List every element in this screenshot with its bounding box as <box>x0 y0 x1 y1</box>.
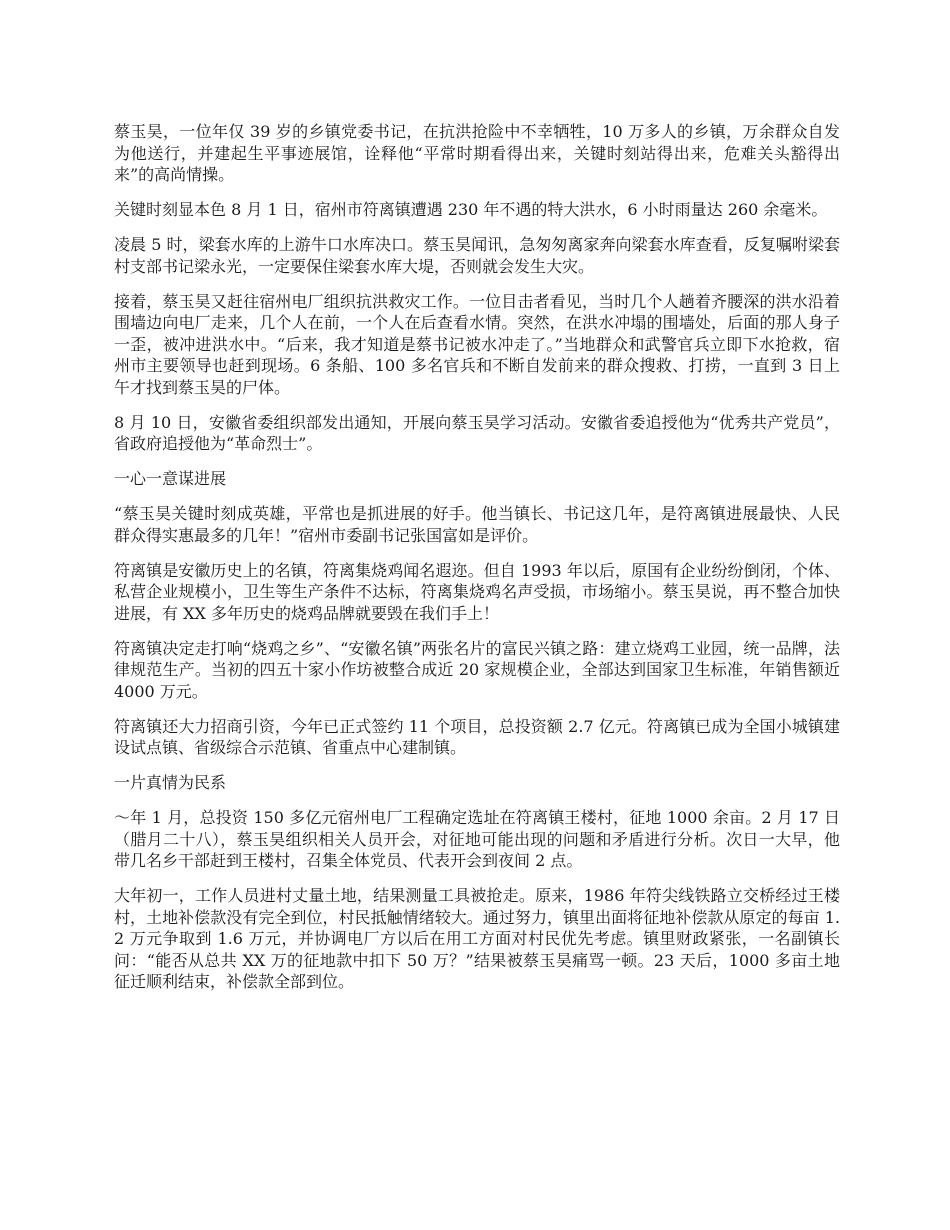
paragraph: 符离镇是安徽历史上的名镇，符离集烧鸡闻名遐迩。但自 1993 年以后，原国有企业纷纷倒闭，个体、私营企业规模小，卫生等生产条件不达标，符离集烧鸡名声受损，市场缩小。蔡玉昊说，再不整合加快进展，有 XX 多年历史的烧鸡品牌就要毁在我们手上！ <box>114 560 840 623</box>
paragraph: 接着，蔡玉昊又赶往宿州电厂组织抗洪救灾工作。一位目击者看见，当时几个人趟着齐腰深的洪水沿着围墙边向电厂走来，几个人在前，一个人在后查看水情。突然，在洪水冲塌的围墙处，后面的那人身子一歪，被冲进洪水中。“后来，我才知道是蔡书记被水冲走了。”当地群众和武警官兵立即下水抢救，宿州市主要领导也赶到现场。6 条船、100 多名官兵和不断自发前来的群众搜救、打捞，一直到 3 日上午才找到蔡玉昊的尸体。 <box>114 291 840 397</box>
paragraph: 符离镇决定走打响“烧鸡之乡”、“安徽名镇”两张名片的富民兴镇之路：建立烧鸡工业园，统一品牌，法律规范生产。当初的四五十家小作坊被整合成近 20 家规模企业，全部达到国家卫生标准，年销售额近 4000 万元。 <box>114 638 840 701</box>
paragraph: 蔡玉昊，一位年仅 39 岁的乡镇党委书记，在抗洪抢险中不幸牺牲，10 万多人的乡镇，万余群众自发为他送行，并建起生平事迹展馆，诠释他“平常时期看得出来，关键时刻站得出来，危难关头豁得出来”的高尚情操。 <box>114 122 840 184</box>
paragraph: 关键时刻显本色 8 月 1 日，宿州市符离镇遭遇 230 年不遇的特大洪水，6 小时雨量达 260 余毫米。 <box>114 200 828 219</box>
section-heading: 一片真情为民系 <box>114 773 227 792</box>
paragraph: “蔡玉昊关键时刻成英雄，平常也是抓进展的好手。他当镇长、书记这几年，是符离镇进展最快、人民群众得实惠最多的几年！”宿州市委副书记张国富如是评价。 <box>114 504 840 545</box>
paragraph: 大年初一，工作人员进村丈量土地，结果测量工具被抢走。原来，1986 年符尖线铁路立交桥经过王楼村，土地补偿款没有完全到位，村民抵触情绪较大。通过努力，镇里出面将征地补偿款从原定的每亩 1.2 万元争取到 1.6 万元，并协调电厂方以后在用工方面对村民优先考虑。镇里财政紧张，一名副镇长问：“能否从总共 XX 万的征地款中扣下 50 万？”结果被蔡玉昊痛骂一顿。23 天后，1000 多亩土地征迁顺利结束，补偿款全部到位。 <box>114 886 840 991</box>
paragraph: 8 月 10 日，安徽省委组织部发出通知，开展向蔡玉昊学习活动。安徽省委追授他为“优秀共产党员”，省政府追授他为“革命烈士”。 <box>114 412 840 453</box>
paragraph: 凌晨 5 时，梁套水库的上游牛口水库决口。蔡玉昊闻讯，急匆匆离家奔向梁套水库查看，反复嘱咐梁套村支部书记梁永光，一定要保住梁套水库大堤，否则就会发生大灾。 <box>114 235 840 276</box>
paragraph: ～年 1 月，总投资 150 多亿元宿州电厂工程确定选址在符离镇王楼村，征地 1000 余亩。2 月 17 日（腊月二十八），蔡玉昊组织相关人员开会，对征地可能出现的问题和矛盾进行分析。次日一大早，他带几名乡干部赶到王楼村，召集全体党员、代表开会到夜间 2 点。 <box>114 808 840 870</box>
paragraph: 符离镇还大力招商引资，今年已正式签约 11 个项目，总投资额 2.7 亿元。符离镇已成为全国小城镇建设试点镇、省级综合示范镇、省重点中心建制镇。 <box>114 716 840 757</box>
section-heading: 一心一意谋进展 <box>114 469 227 488</box>
document-body <box>114 121 840 1006</box>
